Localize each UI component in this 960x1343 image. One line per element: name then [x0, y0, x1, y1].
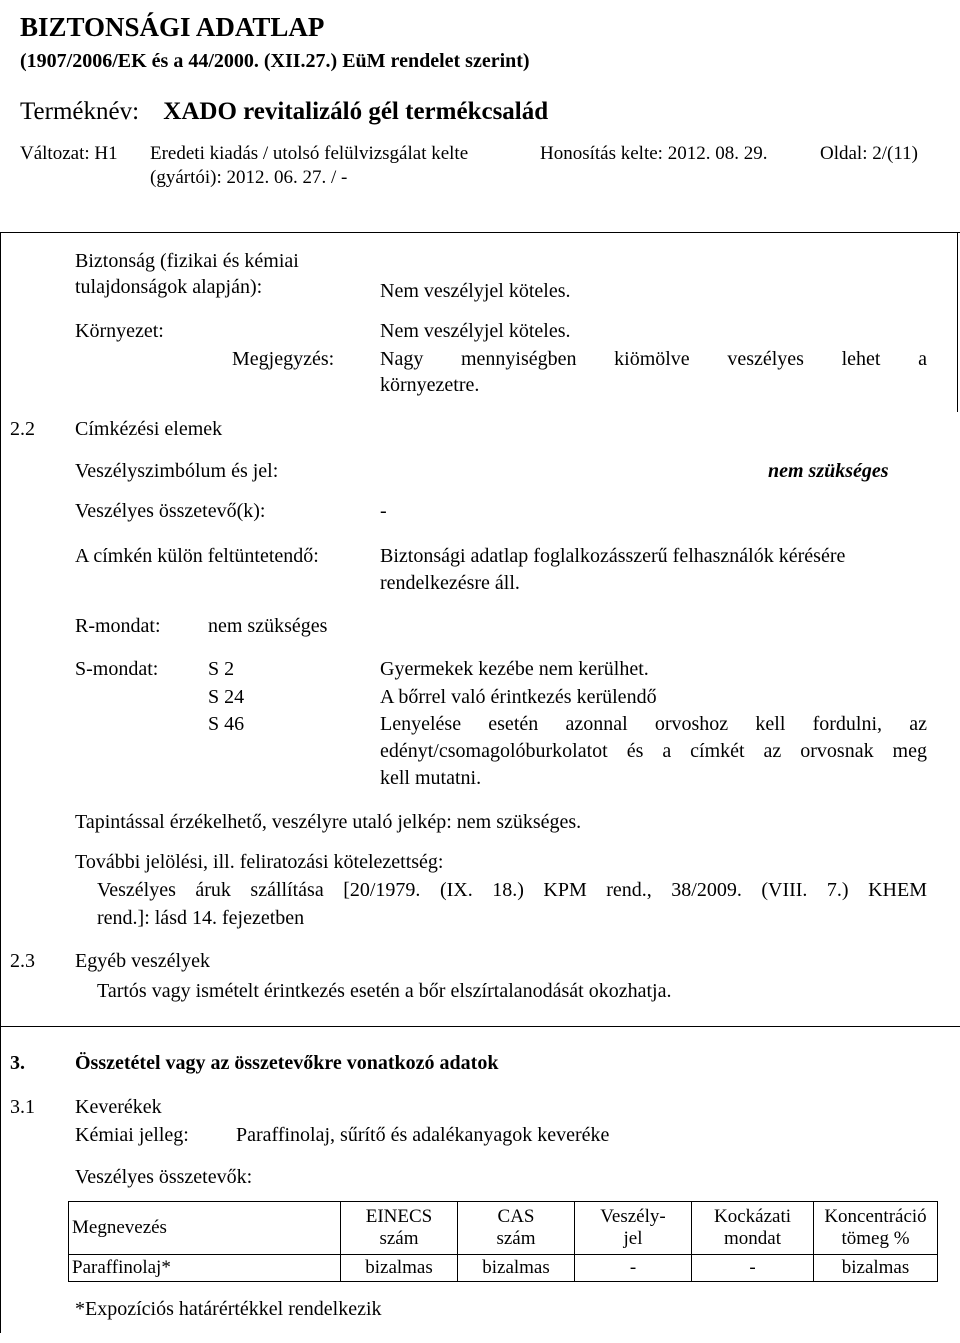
- table-cell: Paraffinolaj*: [69, 1255, 341, 1282]
- table-header-hazard-symbol: Veszély- jel: [575, 1202, 692, 1255]
- section-3-title: Összetétel vagy az összetevőkre vonatkozó adatok: [75, 1052, 499, 1074]
- table-cell: bizalmas: [341, 1255, 458, 1282]
- section-2-2-title: Címkézési elemek: [75, 418, 223, 440]
- label-note-value-line2: rendelkezésre áll.: [380, 572, 520, 594]
- table-row: [69, 1255, 938, 1282]
- version: Változat: H1: [20, 143, 118, 164]
- label-note-value-line1: Biztonsági adatlap foglalkozásszerű felhasználók kérésére: [380, 545, 846, 567]
- table-cell: -: [692, 1255, 814, 1282]
- hazardous-components-heading: Veszélyes összetevők:: [75, 1166, 253, 1188]
- s-phrase-code: S 24: [208, 686, 245, 708]
- frame-left-border: [0, 232, 1, 1333]
- note-value-line2: környezetre.: [380, 374, 480, 396]
- safety-value: Nem veszélyjel köteles.: [380, 280, 571, 302]
- components-table: [68, 1201, 938, 1282]
- table-header-risk-phrase: Kockázati mondat: [692, 1202, 814, 1255]
- tactile-warning: Tapintással érzékelhető, veszélyre utaló jelkép: nem szükséges.: [75, 811, 582, 833]
- section-divider: [0, 1026, 960, 1027]
- table-cell: bizalmas: [458, 1255, 575, 1282]
- s-phrase-text: Gyermekek kezébe nem kerülhet.: [380, 658, 649, 680]
- table-header-einecs: EINECS szám: [341, 1202, 458, 1255]
- issue-date: (gyártói): 2012. 06. 27. / -: [150, 167, 348, 188]
- safety-label-line1: Biztonság (fizikai és kémiai: [75, 250, 299, 272]
- table-header-name: Megnevezés: [69, 1202, 341, 1255]
- hazard-symbol-label: Veszélyszimbólum és jel:: [75, 460, 279, 482]
- section-2-2-number: 2.2: [10, 418, 35, 440]
- s-phrase-label: S-mondat:: [75, 658, 159, 680]
- hazardous-components-value: -: [380, 500, 387, 522]
- note-value-line1: Nagy mennyiségben kiömölve veszélyes lehet a: [380, 348, 927, 370]
- table-header-concentration: Koncentráció tömeg %: [814, 1202, 938, 1255]
- frame-right-border: [957, 232, 958, 412]
- table-cell: bizalmas: [814, 1255, 938, 1282]
- section-2-3-number: 2.3: [10, 950, 35, 972]
- section-3-1-title: Keverékek: [75, 1096, 162, 1118]
- section-2-3-title: Egyéb veszélyek: [75, 950, 210, 972]
- table-header-cas: CAS szám: [458, 1202, 575, 1255]
- hazard-symbol-value: nem szükséges: [768, 460, 889, 482]
- chemical-nature-label: Kémiai jelleg:: [75, 1124, 189, 1146]
- table-footnote: *Expozíciós határértékkel rendelkezik: [75, 1298, 382, 1320]
- chemical-nature-value: Paraffinolaj, sűrítő és adalékanyagok keveréke: [236, 1124, 610, 1146]
- section-2-3-text: Tartós vagy ismételt érintkezés esetén a bőr elszírtalanodását okozhatja.: [97, 980, 672, 1002]
- section-3-number: 3.: [10, 1052, 25, 1074]
- s-phrase-text: A bőrrel való érintkezés kerülendő: [380, 686, 657, 708]
- s-phrase-text-line1: Lenyelése esetén azonnal orvoshoz kell fordulni, az: [380, 713, 927, 735]
- regulation-subtitle: (1907/2006/EK és a 44/2000. (XII.27.) EüM rendelet szerint): [20, 50, 530, 72]
- r-phrase-value: nem szükséges: [208, 615, 328, 637]
- table-cell: -: [575, 1255, 692, 1282]
- environment-value: Nem veszélyjel köteles.: [380, 320, 571, 342]
- s-phrase-text-line3: kell mutatni.: [380, 767, 482, 789]
- safety-label-line2: tulajdonságok alapján):: [75, 276, 263, 298]
- s-phrase-code: S 2: [208, 658, 235, 680]
- page-number: Oldal: 2/(11): [820, 143, 918, 164]
- environment-label: Környezet:: [75, 320, 164, 342]
- section-divider-top: [0, 232, 960, 233]
- s-phrase-text-line2: edényt/csomagolóburkolatot és a címkét az orvosnak meg: [380, 740, 927, 762]
- further-labeling-line1: Veszélyes áruk szállítása [20/1979. (IX. 18.) KPM rend., 38/2009. (VIII. 7.) KHEM: [97, 879, 927, 901]
- further-labeling-label: További jelölési, ill. feliratozási kötelezettség:: [75, 851, 444, 873]
- s-phrase-code: S 46: [208, 713, 245, 735]
- table-header-row: [69, 1202, 938, 1255]
- r-phrase-label: R-mondat:: [75, 615, 161, 637]
- product-name-line: [20, 98, 548, 126]
- product-label: Terméknév:: [20, 98, 140, 125]
- localization-date: Honosítás kelte: 2012. 08. 29.: [540, 143, 768, 164]
- section-3-1-number: 3.1: [10, 1096, 35, 1118]
- document-title: BIZTONSÁGI ADATLAP: [20, 12, 325, 42]
- issue-label: Eredeti kiadás / utolsó felülvizsgálat kelte: [150, 143, 469, 164]
- product-name: XADO revitalizáló gél termékcsalád: [163, 98, 549, 125]
- hazardous-components-label: Veszélyes összetevő(k):: [75, 500, 266, 522]
- note-label: Megjegyzés:: [232, 348, 335, 370]
- further-labeling-line2: rend.]: lásd 14. fejezetben: [97, 907, 305, 929]
- label-note-label: A címkén külön feltüntetendő:: [75, 545, 319, 567]
